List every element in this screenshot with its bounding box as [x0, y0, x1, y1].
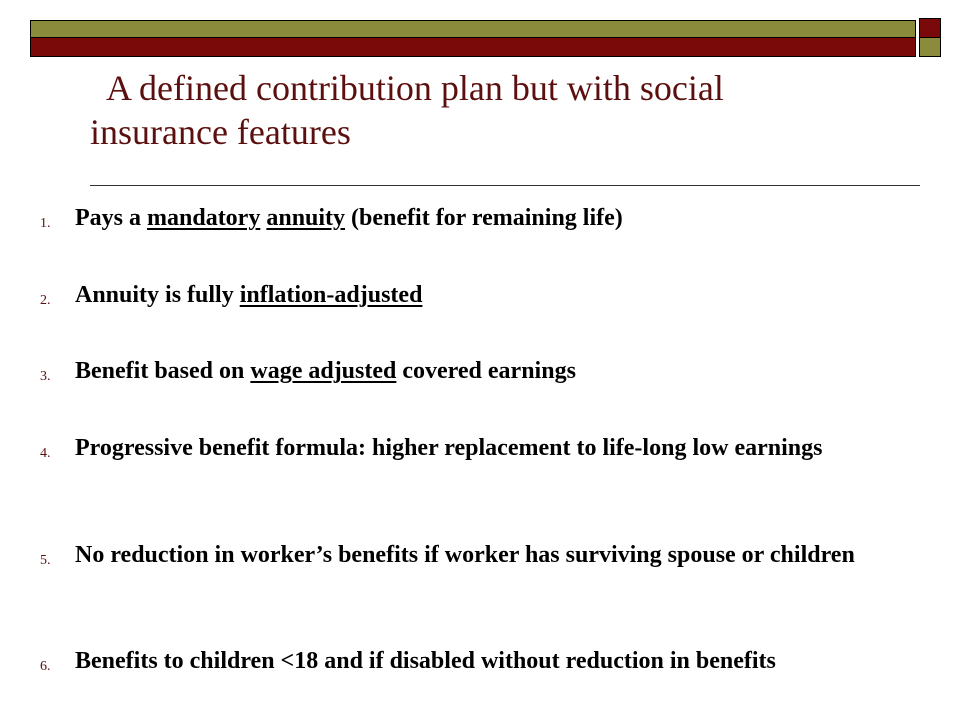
- slide-title: [90, 66, 890, 154]
- text-run: Progressive benefit formula: higher replacement to life-long low earnings: [75, 435, 823, 461]
- list-item-number: 3.: [40, 369, 51, 384]
- list-item-number: 4.: [40, 446, 51, 461]
- underlined-term: annuity: [266, 205, 346, 231]
- underlined-term: mandatory: [147, 205, 261, 231]
- text-run: Benefits to children <18 and if disabled without reduction in benefits: [75, 648, 776, 674]
- list-item-text: [75, 542, 905, 568]
- list-item-text: [75, 205, 905, 231]
- list-item-text: [75, 435, 905, 461]
- text-run: (benefit for remaining life): [345, 205, 623, 231]
- underlined-term: wage adjusted: [250, 358, 397, 384]
- text-run: covered earnings: [396, 358, 576, 384]
- text-run: Benefit based on: [75, 358, 251, 384]
- title-line-1: A defined contribution plan but with social: [106, 68, 724, 108]
- list-item-text: [75, 648, 905, 674]
- title-divider: [90, 185, 920, 186]
- title-line-2: insurance features: [90, 112, 351, 152]
- corner-block-maroon: [919, 18, 941, 38]
- header-bar-maroon: [30, 38, 916, 57]
- list-item-text: [75, 282, 905, 308]
- list-item-text: [75, 358, 905, 384]
- text-run: Pays a: [75, 205, 147, 231]
- underlined-term: inflation-adjusted: [239, 282, 423, 308]
- list-item-number: 2.: [40, 293, 51, 308]
- list-item-number: 1.: [40, 216, 51, 231]
- text-run: Annuity is fully: [75, 282, 240, 308]
- list-item-number: 6.: [40, 659, 51, 674]
- corner-block-olive: [919, 38, 941, 57]
- header-bar-olive: [30, 20, 916, 38]
- list-item-number: 5.: [40, 553, 51, 568]
- text-run: No reduction in worker’s benefits if worker has surviving spouse or children: [75, 542, 855, 568]
